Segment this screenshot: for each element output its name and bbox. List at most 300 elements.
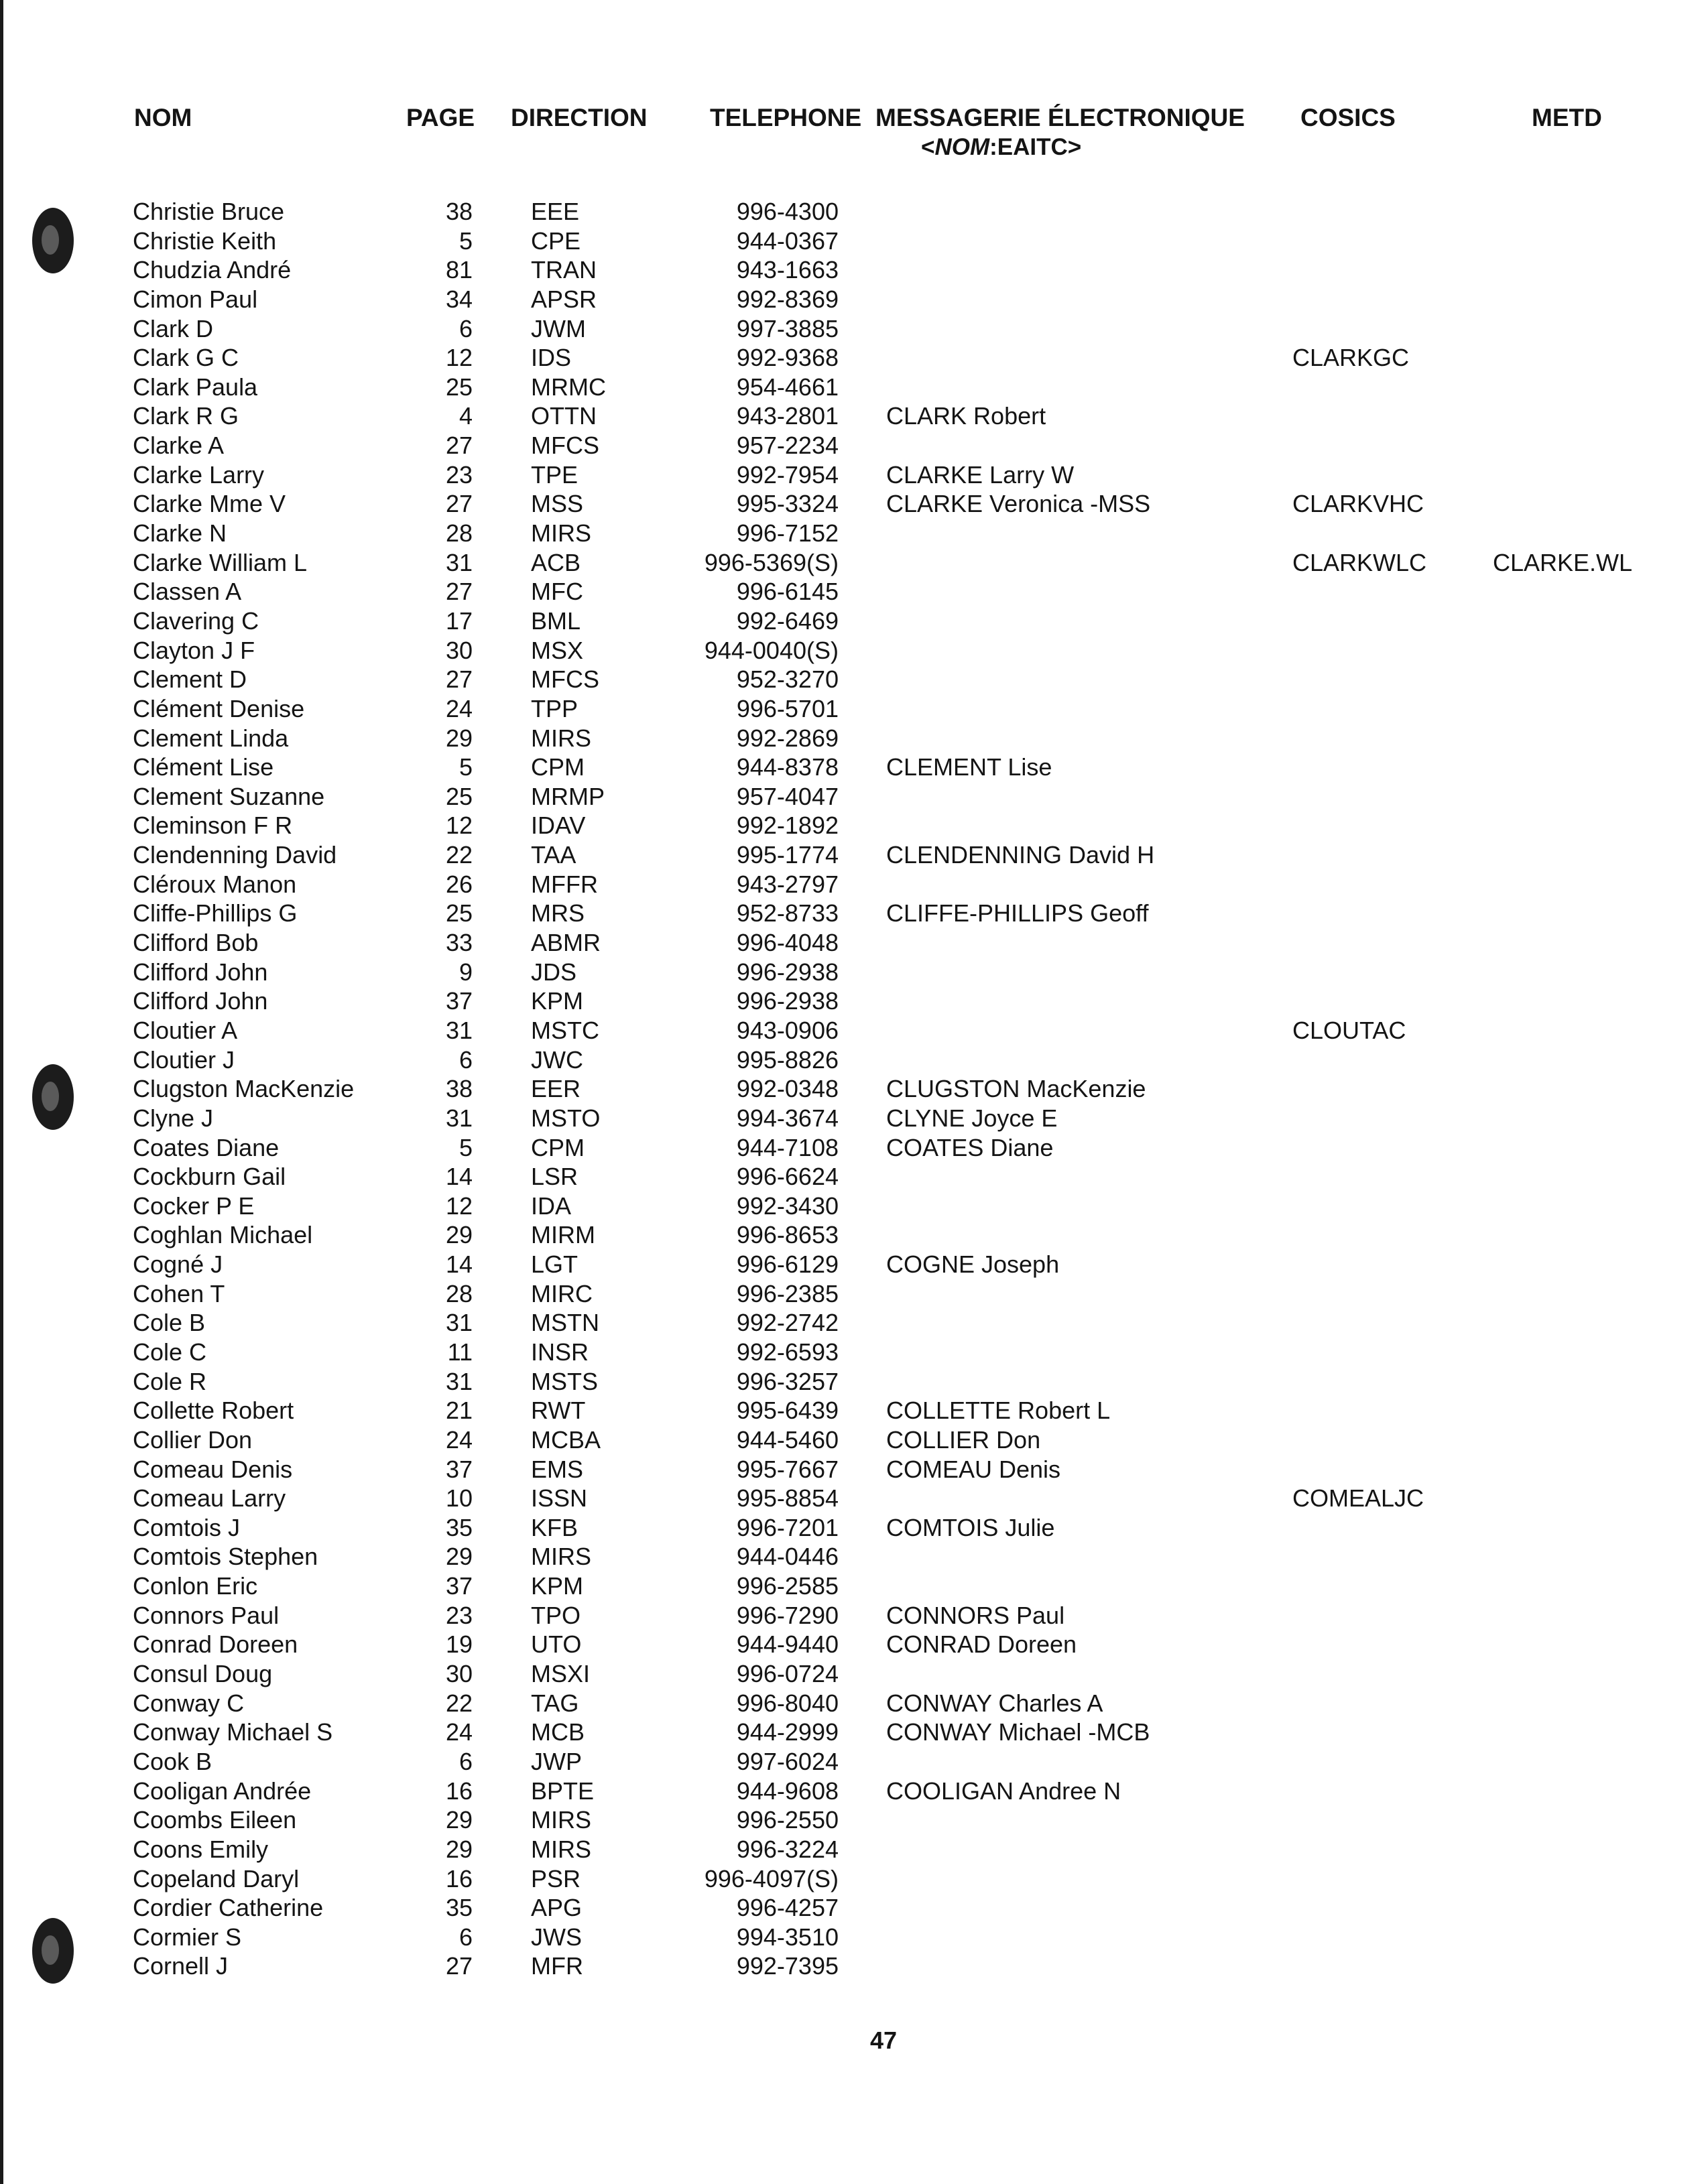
telephone-cell: 944-0446 (736, 1543, 839, 1571)
direction-cell: INSR (531, 1338, 589, 1366)
telephone-cell: 992-2869 (736, 724, 839, 752)
direction-cell: MSTO (531, 1104, 601, 1132)
page-cell: 37 (445, 1572, 473, 1600)
direction-cell: MSS (531, 490, 584, 518)
direction-cell: RWT (531, 1397, 586, 1425)
table-row (0, 1747, 1706, 1777)
page-cell: 19 (445, 1630, 473, 1659)
direction-cell: CPM (531, 1133, 585, 1161)
telephone-cell: 944-7108 (736, 1133, 839, 1161)
email-cell: CONWAY Michael -MCB (886, 1718, 1150, 1746)
direction-cell: MSTN (531, 1309, 599, 1337)
email-cell: COGNE Joseph (886, 1250, 1060, 1279)
telephone-cell: 996-4097(S) (704, 1864, 839, 1892)
name-cell: Connors Paul (133, 1601, 280, 1629)
page-cell: 31 (445, 1367, 473, 1395)
telephone-cell: 994-3674 (736, 1104, 839, 1132)
name-cell: Consul Doug (133, 1660, 273, 1688)
page-cell: 24 (445, 694, 473, 722)
table-row (0, 577, 1706, 606)
cosics-cell: CLARKGC (1292, 344, 1410, 372)
page-cell: 4 (459, 402, 473, 430)
direction-cell: BPTE (531, 1777, 595, 1805)
name-cell: Cléroux Manon (133, 870, 297, 898)
table-row (0, 285, 1706, 314)
name-cell: Copeland Daryl (133, 1864, 300, 1892)
telephone-cell: 997-3885 (736, 314, 839, 342)
table-row (0, 1104, 1706, 1133)
name-cell: Coombs Eileen (133, 1806, 297, 1834)
name-cell: Conlon Eric (133, 1572, 258, 1600)
table-row (0, 460, 1706, 490)
page-cell: 9 (459, 958, 473, 986)
direction-cell: APG (531, 1894, 583, 1922)
table-row (0, 1864, 1706, 1894)
table-row (0, 694, 1706, 724)
telephone-cell: 996-4300 (736, 198, 839, 225)
telephone-cell: 944-5460 (736, 1425, 839, 1454)
name-cell: Clément Denise (133, 694, 305, 722)
name-cell: Cocker P E (133, 1192, 255, 1220)
page-cell: 31 (445, 1309, 473, 1337)
name-cell: Clyne J (133, 1104, 214, 1132)
telephone-cell: 992-0348 (736, 1075, 839, 1103)
telephone-cell: 996-2938 (736, 987, 839, 1015)
page-cell: 12 (445, 812, 473, 840)
name-cell: Comeau Larry (133, 1484, 286, 1513)
name-cell: Comeau Denis (133, 1455, 293, 1483)
page-cell: 30 (445, 1660, 473, 1688)
page-cell: 33 (445, 929, 473, 957)
page-cell: 81 (445, 256, 473, 284)
telephone-cell: 995-8826 (736, 1045, 839, 1074)
name-cell: Clarke A (133, 432, 225, 460)
page-cell: 5 (459, 1133, 473, 1161)
header-nom: NOM (134, 104, 192, 131)
direction-cell: JWP (531, 1747, 582, 1775)
name-cell: Conway C (133, 1689, 245, 1717)
page-cell: 29 (445, 1835, 473, 1863)
email-cell: CONWAY Charles A (886, 1689, 1103, 1717)
direction-cell: CPM (531, 753, 585, 781)
page-cell: 16 (445, 1777, 473, 1805)
name-cell: Clifford John (133, 987, 268, 1015)
direction-cell: LSR (531, 1163, 578, 1191)
telephone-cell: 954-4661 (736, 373, 839, 401)
direction-cell: BML (531, 606, 581, 635)
table-row (0, 1192, 1706, 1221)
telephone-cell: 992-6593 (736, 1338, 839, 1366)
name-cell: Clifford Bob (133, 929, 259, 957)
direction-cell: MFFR (531, 870, 598, 898)
name-cell: Coghlan Michael (133, 1221, 313, 1249)
telephone-cell: 996-8040 (736, 1689, 839, 1717)
name-cell: Comtois J (133, 1513, 241, 1541)
page-cell: 17 (445, 606, 473, 635)
direction-cell: MIRC (531, 1279, 593, 1307)
table-row (0, 928, 1706, 958)
telephone-cell: 996-5701 (736, 694, 839, 722)
direction-cell: EEE (531, 198, 580, 225)
page-cell: 29 (445, 724, 473, 752)
page-cell: 26 (445, 870, 473, 898)
direction-cell: EER (531, 1075, 581, 1103)
telephone-cell: 997-6024 (736, 1747, 839, 1775)
email-cell: CONNORS Paul (886, 1601, 1065, 1629)
name-cell: Coons Emily (133, 1835, 269, 1863)
direction-cell: JWC (531, 1045, 583, 1074)
page-cell: 27 (445, 490, 473, 518)
telephone-cell: 943-0906 (736, 1016, 839, 1044)
table-row (0, 665, 1706, 694)
page-cell: 24 (445, 1425, 473, 1454)
table-row (0, 753, 1706, 782)
telephone-cell: 996-2550 (736, 1806, 839, 1834)
table-row (0, 724, 1706, 753)
email-cell: CLYNE Joyce E (886, 1104, 1058, 1132)
table-row (0, 1455, 1706, 1484)
name-cell: Cimon Paul (133, 285, 258, 313)
table-row (0, 489, 1706, 519)
header-messagerie: MESSAGERIE ÉLECTRONIQUE (875, 104, 1245, 131)
directory-table (0, 197, 1706, 1981)
direction-cell: IDS (531, 344, 572, 372)
name-cell: Christie Keith (133, 227, 277, 255)
email-cell: CLARKE Larry W (886, 460, 1075, 489)
name-cell: Cole R (133, 1367, 207, 1395)
email-cell: COATES Diane (886, 1133, 1054, 1161)
telephone-cell: 996-2585 (736, 1572, 839, 1600)
telephone-cell: 992-9368 (736, 344, 839, 372)
telephone-cell: 992-7954 (736, 460, 839, 489)
table-row (0, 431, 1706, 460)
table-row (0, 870, 1706, 899)
page-cell: 34 (445, 285, 473, 313)
header-direction: DIRECTION (511, 104, 648, 131)
direction-cell: JDS (531, 958, 577, 986)
telephone-cell: 992-6469 (736, 606, 839, 635)
page-cell: 35 (445, 1513, 473, 1541)
email-cell: COOLIGAN Andree N (886, 1777, 1121, 1805)
email-cell: CLARK Robert (886, 402, 1046, 430)
name-cell: Clarke Larry (133, 460, 265, 489)
table-row (0, 1718, 1706, 1747)
name-cell: Clavering C (133, 606, 259, 635)
direction-cell: MIRS (531, 1543, 591, 1571)
telephone-cell: 943-2797 (736, 870, 839, 898)
telephone-cell: 996-7290 (736, 1601, 839, 1629)
name-cell: Clugston MacKenzie (133, 1075, 355, 1103)
name-cell: Conway Michael S (133, 1718, 333, 1746)
page-cell: 6 (459, 1923, 473, 1951)
email-cell: CLARKE Veronica -MSS (886, 490, 1151, 518)
name-cell: Clayton J F (133, 636, 255, 664)
table-row (0, 1835, 1706, 1864)
table-row (0, 1250, 1706, 1279)
email-cell: CONRAD Doreen (886, 1630, 1077, 1659)
telephone-cell: 944-0367 (736, 227, 839, 255)
page-cell: 28 (445, 519, 473, 548)
page-cell: 14 (445, 1250, 473, 1279)
table-row (0, 519, 1706, 548)
direction-cell: ACB (531, 548, 581, 576)
telephone-cell: 996-4257 (736, 1894, 839, 1922)
cosics-cell: CLARKWLC (1292, 548, 1427, 576)
direction-cell: LGT (531, 1250, 578, 1279)
name-cell: Cloutier J (133, 1045, 235, 1074)
direction-cell: JWM (531, 314, 586, 342)
direction-cell: MIRS (531, 724, 591, 752)
table-row (0, 1571, 1706, 1601)
header-telephone: TELEPHONE (710, 104, 862, 131)
page-cell: 25 (445, 782, 473, 810)
name-cell: Clarke William L (133, 548, 308, 576)
direction-cell: PSR (531, 1864, 581, 1892)
page-cell: 29 (445, 1221, 473, 1249)
table-row (0, 606, 1706, 636)
table-row (0, 197, 1706, 227)
table-row (0, 1484, 1706, 1513)
telephone-cell: 995-7667 (736, 1455, 839, 1483)
email-cell: COLLETTE Robert L (886, 1397, 1111, 1425)
telephone-cell: 992-1892 (736, 812, 839, 840)
name-cell: Classen A (133, 578, 242, 606)
table-row (0, 1279, 1706, 1309)
name-cell: Conrad Doreen (133, 1630, 298, 1659)
table-row (0, 1951, 1706, 1981)
telephone-cell: 996-6129 (736, 1250, 839, 1279)
name-cell: Comtois Stephen (133, 1543, 318, 1571)
format-suffix: :EAITC> (989, 134, 1082, 160)
direction-cell: JWS (531, 1923, 582, 1951)
name-cell: Clément Lise (133, 753, 274, 781)
direction-cell: TRAN (531, 256, 597, 284)
direction-cell: MFCS (531, 432, 599, 460)
table-row (0, 1308, 1706, 1338)
table-row (0, 1777, 1706, 1806)
table-row (0, 1513, 1706, 1543)
direction-cell: MIRM (531, 1221, 595, 1249)
name-cell: Cornell J (133, 1952, 229, 1980)
table-row (0, 1162, 1706, 1192)
page-cell: 31 (445, 1016, 473, 1044)
page-cell: 21 (445, 1397, 473, 1425)
cosics-cell: CLARKVHC (1292, 490, 1424, 518)
telephone-cell: 944-2999 (736, 1718, 839, 1746)
page-cell: 10 (445, 1484, 473, 1513)
name-cell: Cleminson F R (133, 812, 293, 840)
name-cell: Clark Paula (133, 373, 258, 401)
table-row (0, 1893, 1706, 1923)
direction-cell: MRMC (531, 373, 606, 401)
table-row (0, 899, 1706, 928)
table-row (0, 255, 1706, 285)
telephone-cell: 992-7395 (736, 1952, 839, 1980)
telephone-cell: 943-1663 (736, 256, 839, 284)
table-row (0, 1542, 1706, 1571)
name-cell: Cohen T (133, 1279, 225, 1307)
direction-cell: MCB (531, 1718, 585, 1746)
telephone-cell: 996-8653 (736, 1221, 839, 1249)
direction-cell: MRS (531, 899, 585, 927)
page-cell: 25 (445, 899, 473, 927)
table-row (0, 1805, 1706, 1835)
name-cell: Cook B (133, 1747, 212, 1775)
telephone-cell: 996-5369(S) (704, 548, 839, 576)
name-cell: Cliffe-Phillips G (133, 899, 298, 927)
direction-cell: ABMR (531, 929, 601, 957)
page-cell: 31 (445, 1104, 473, 1132)
name-cell: Coates Diane (133, 1133, 280, 1161)
page-cell: 22 (445, 841, 473, 869)
page-cell: 37 (445, 987, 473, 1015)
telephone-cell: 996-7201 (736, 1513, 839, 1541)
name-cell: Cole C (133, 1338, 207, 1366)
email-cell: COMEAU Denis (886, 1455, 1061, 1483)
table-row (0, 1689, 1706, 1718)
direction-cell: KFB (531, 1513, 578, 1541)
table-row (0, 227, 1706, 256)
name-cell: Cormier S (133, 1923, 242, 1951)
name-cell: Collier Don (133, 1425, 253, 1454)
name-cell: Clifford John (133, 958, 268, 986)
direction-cell: KPM (531, 1572, 584, 1600)
telephone-cell: 996-3224 (736, 1835, 839, 1863)
page-cell: 12 (445, 344, 473, 372)
page-cell: 38 (445, 1075, 473, 1103)
format-nom: NOM (934, 134, 990, 160)
telephone-cell: 957-4047 (736, 782, 839, 810)
page-cell: 14 (445, 1163, 473, 1191)
name-cell: Cogné J (133, 1250, 223, 1279)
telephone-cell: 996-2938 (736, 958, 839, 986)
telephone-cell: 994-3510 (736, 1923, 839, 1951)
page-cell: 27 (445, 432, 473, 460)
name-cell: Cooligan Andrée (133, 1777, 312, 1805)
telephone-cell: 996-3257 (736, 1367, 839, 1395)
direction-cell: ISSN (531, 1484, 588, 1513)
format-prefix: < (921, 134, 935, 160)
header-metd: METD (1532, 104, 1602, 131)
direction-cell: MFR (531, 1952, 583, 1980)
telephone-cell: 995-6439 (736, 1397, 839, 1425)
page-cell: 27 (445, 665, 473, 694)
table-row (0, 343, 1706, 373)
email-cell: COLLIER Don (886, 1425, 1041, 1454)
direction-cell: TPE (531, 460, 578, 489)
direction-cell: MSTS (531, 1367, 599, 1395)
table-row (0, 1396, 1706, 1425)
direction-cell: UTO (531, 1630, 582, 1659)
direction-cell: MIRS (531, 519, 591, 548)
email-cell: CLUGSTON MacKenzie (886, 1075, 1146, 1103)
table-row (0, 1016, 1706, 1045)
direction-cell: MSX (531, 636, 584, 664)
page-cell: 31 (445, 548, 473, 576)
table-row (0, 373, 1706, 402)
name-cell: Christie Bruce (133, 198, 285, 225)
telephone-cell: 996-6624 (736, 1163, 839, 1191)
header-messagerie-format (921, 134, 1081, 161)
telephone-cell: 996-2385 (736, 1279, 839, 1307)
page-cell: 5 (459, 753, 473, 781)
direction-cell: TAA (531, 841, 576, 869)
cosics-cell: COMEALJC (1292, 1484, 1424, 1513)
page-cell: 37 (445, 1455, 473, 1483)
telephone-cell: 943-2801 (736, 402, 839, 430)
name-cell: Clendenning David (133, 841, 337, 869)
page-cell: 35 (445, 1894, 473, 1922)
name-cell: Clark R G (133, 402, 239, 430)
table-row (0, 1659, 1706, 1689)
telephone-cell: 957-2234 (736, 432, 839, 460)
page-cell: 24 (445, 1718, 473, 1746)
page-cell: 29 (445, 1543, 473, 1571)
table-row (0, 1367, 1706, 1397)
table-row (0, 1923, 1706, 1952)
table-row (0, 314, 1706, 344)
name-cell: Clement D (133, 665, 247, 694)
page-cell: 6 (459, 314, 473, 342)
page-cell: 23 (445, 460, 473, 489)
telephone-cell: 944-9608 (736, 1777, 839, 1805)
email-cell: CLIFFE-PHILLIPS Geoff (886, 899, 1149, 927)
direction-cell: MCBA (531, 1425, 601, 1454)
table-row (0, 1425, 1706, 1455)
direction-cell: MRMP (531, 782, 605, 810)
page-cell: 16 (445, 1864, 473, 1892)
page-number: 47 (870, 2027, 898, 2054)
direction-cell: TAG (531, 1689, 579, 1717)
cosics-cell: CLOUTAC (1292, 1016, 1406, 1044)
direction-cell: TPP (531, 694, 578, 722)
telephone-cell: 944-9440 (736, 1630, 839, 1659)
telephone-cell: 992-3430 (736, 1192, 839, 1220)
name-cell: Clark D (133, 314, 214, 342)
name-cell: Clarke Mme V (133, 490, 286, 518)
page-cell: 6 (459, 1747, 473, 1775)
table-row (0, 1601, 1706, 1630)
direction-cell: OTTN (531, 402, 597, 430)
name-cell: Cockburn Gail (133, 1163, 286, 1191)
page-cell: 5 (459, 227, 473, 255)
direction-cell: CPE (531, 227, 581, 255)
direction-cell: MIRS (531, 1835, 591, 1863)
table-row (0, 401, 1706, 431)
telephone-cell: 944-0040(S) (704, 636, 839, 664)
direction-cell: KPM (531, 987, 584, 1015)
direction-cell: MFCS (531, 665, 599, 694)
table-row (0, 986, 1706, 1016)
page-cell: 11 (447, 1338, 473, 1366)
page-cell: 28 (445, 1279, 473, 1307)
telephone-cell: 995-8854 (736, 1484, 839, 1513)
email-cell: CLENDENNING David H (886, 841, 1155, 869)
email-cell: CLEMENT Lise (886, 753, 1052, 781)
name-cell: Collette Robert (133, 1397, 294, 1425)
telephone-cell: 995-1774 (736, 841, 839, 869)
page-cell: 27 (445, 578, 473, 606)
name-cell: Clarke N (133, 519, 227, 548)
table-row (0, 958, 1706, 987)
direction-cell: EMS (531, 1455, 584, 1483)
direction-cell: MFC (531, 578, 583, 606)
table-row (0, 811, 1706, 840)
page-cell: 23 (445, 1601, 473, 1629)
table-row (0, 1045, 1706, 1075)
name-cell: Clark G C (133, 344, 239, 372)
table-row (0, 840, 1706, 870)
